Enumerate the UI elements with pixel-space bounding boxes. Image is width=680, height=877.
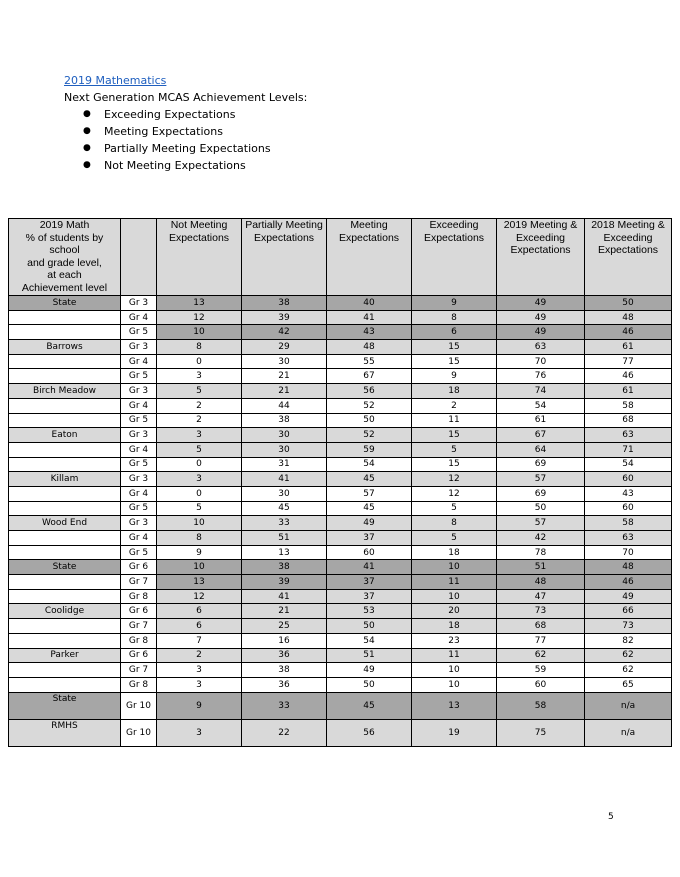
value-cell: 45	[327, 472, 412, 487]
school-cell	[9, 442, 121, 457]
value-cell: 70	[497, 354, 585, 369]
table-row	[9, 719, 672, 746]
value-cell: 54	[585, 457, 672, 472]
value-cell: 10	[412, 663, 497, 678]
value-cell: 70	[585, 545, 672, 560]
value-cell: 16	[242, 633, 327, 648]
value-cell: 47	[497, 589, 585, 604]
grade-cell: Gr 3	[121, 296, 157, 311]
value-cell: 58	[497, 692, 585, 719]
value-cell: 33	[242, 516, 327, 531]
value-cell: 48	[497, 575, 585, 590]
value-cell: 68	[497, 619, 585, 634]
grade-cell: Gr 4	[121, 442, 157, 457]
value-cell: 66	[585, 604, 672, 619]
value-cell: 43	[585, 486, 672, 501]
value-cell: 41	[327, 310, 412, 325]
value-cell: 11	[412, 648, 497, 663]
value-cell: 25	[242, 619, 327, 634]
value-cell: 41	[242, 589, 327, 604]
value-cell: 62	[585, 648, 672, 663]
value-cell: 5	[412, 501, 497, 516]
value-cell: 15	[412, 428, 497, 443]
value-cell: 56	[327, 719, 412, 746]
value-cell: 33	[242, 692, 327, 719]
value-cell: 13	[412, 692, 497, 719]
value-cell: 60	[585, 501, 672, 516]
value-cell: 76	[497, 369, 585, 384]
table-header-row	[9, 219, 672, 296]
value-cell: 57	[327, 486, 412, 501]
value-cell: 20	[412, 604, 497, 619]
school-cell	[9, 398, 121, 413]
grade-cell: Gr 4	[121, 486, 157, 501]
table-row	[9, 486, 672, 501]
school-cell	[9, 677, 121, 692]
table-row	[9, 369, 672, 384]
value-cell: 8	[412, 516, 497, 531]
level-item: ● Meeting Expectations	[104, 123, 307, 140]
value-cell: 10	[157, 516, 242, 531]
value-cell: 45	[242, 501, 327, 516]
value-cell: 37	[327, 531, 412, 546]
value-cell: 38	[242, 296, 327, 311]
value-cell: 51	[327, 648, 412, 663]
value-cell: 58	[585, 398, 672, 413]
value-cell: 30	[242, 486, 327, 501]
value-cell: 2	[412, 398, 497, 413]
page-number: 5	[608, 812, 614, 822]
value-cell: n/a	[585, 719, 672, 746]
value-cell: 46	[585, 575, 672, 590]
level-item: ● Exceeding Expectations	[104, 106, 307, 123]
levels-list	[64, 106, 307, 174]
header-partially-meeting: Partially Meeting Expectations	[242, 219, 327, 296]
school-cell: Barrows	[9, 340, 121, 355]
value-cell: 61	[585, 384, 672, 399]
value-cell: 50	[497, 501, 585, 516]
table-row	[9, 604, 672, 619]
value-cell: 73	[497, 604, 585, 619]
table-row	[9, 545, 672, 560]
value-cell: 64	[497, 442, 585, 457]
grade-cell: Gr 6	[121, 604, 157, 619]
intro-section	[64, 72, 307, 174]
value-cell: 38	[242, 560, 327, 575]
value-cell: 48	[327, 340, 412, 355]
grade-cell: Gr 5	[121, 501, 157, 516]
value-cell: 54	[497, 398, 585, 413]
school-cell: Wood End	[9, 516, 121, 531]
value-cell: 52	[327, 398, 412, 413]
value-cell: 7	[157, 633, 242, 648]
school-cell: Parker	[9, 648, 121, 663]
value-cell: 0	[157, 457, 242, 472]
value-cell: 15	[412, 340, 497, 355]
value-cell: 0	[157, 486, 242, 501]
grade-cell: Gr 5	[121, 545, 157, 560]
value-cell: 46	[585, 325, 672, 340]
grade-cell: Gr 3	[121, 384, 157, 399]
value-cell: 48	[585, 560, 672, 575]
grade-cell: Gr 8	[121, 589, 157, 604]
value-cell: 19	[412, 719, 497, 746]
value-cell: 36	[242, 648, 327, 663]
value-cell: 56	[327, 384, 412, 399]
value-cell: 51	[242, 531, 327, 546]
grade-cell: Gr 10	[121, 719, 157, 746]
value-cell: 41	[242, 472, 327, 487]
table-row	[9, 633, 672, 648]
value-cell: 39	[242, 575, 327, 590]
table-row	[9, 516, 672, 531]
value-cell: 21	[242, 369, 327, 384]
value-cell: 46	[585, 369, 672, 384]
value-cell: 31	[242, 457, 327, 472]
school-cell	[9, 325, 121, 340]
value-cell: 67	[497, 428, 585, 443]
school-cell	[9, 633, 121, 648]
value-cell: 3	[157, 472, 242, 487]
table-row	[9, 560, 672, 575]
value-cell: 8	[157, 340, 242, 355]
grade-cell: Gr 4	[121, 310, 157, 325]
school-cell: Coolidge	[9, 604, 121, 619]
value-cell: 10	[412, 589, 497, 604]
value-cell: 75	[497, 719, 585, 746]
value-cell: 29	[242, 340, 327, 355]
value-cell: 9	[157, 545, 242, 560]
value-cell: 9	[412, 296, 497, 311]
value-cell: 2	[157, 648, 242, 663]
grade-cell: Gr 5	[121, 369, 157, 384]
grade-cell: Gr 7	[121, 619, 157, 634]
table-row	[9, 648, 672, 663]
value-cell: 3	[157, 428, 242, 443]
school-cell: RMHS	[9, 719, 121, 746]
value-cell: 44	[242, 398, 327, 413]
value-cell: 11	[412, 575, 497, 590]
table-row	[9, 501, 672, 516]
table-row	[9, 325, 672, 340]
table-row	[9, 413, 672, 428]
value-cell: 10	[157, 560, 242, 575]
school-cell	[9, 575, 121, 590]
value-cell: 30	[242, 428, 327, 443]
value-cell: 9	[157, 692, 242, 719]
value-cell: 49	[497, 310, 585, 325]
table-row	[9, 457, 672, 472]
school-cell: State	[9, 296, 121, 311]
school-cell	[9, 619, 121, 634]
value-cell: 73	[585, 619, 672, 634]
value-cell: 57	[497, 516, 585, 531]
school-cell: State	[9, 560, 121, 575]
value-cell: 2	[157, 413, 242, 428]
value-cell: 57	[497, 472, 585, 487]
value-cell: 43	[327, 325, 412, 340]
value-cell: 36	[242, 677, 327, 692]
value-cell: 41	[327, 560, 412, 575]
level-item: ● Partially Meeting Expectations	[104, 140, 307, 157]
value-cell: 54	[327, 633, 412, 648]
subtitle: Next Generation MCAS Achievement Levels:	[64, 91, 308, 104]
header-2019-meeting-exceeding: 2019 Meeting & Exceeding Expectations	[497, 219, 585, 296]
grade-cell: Gr 5	[121, 325, 157, 340]
table-row	[9, 589, 672, 604]
table-row	[9, 663, 672, 678]
table-row	[9, 428, 672, 443]
grade-cell: Gr 7	[121, 663, 157, 678]
school-cell: Eaton	[9, 428, 121, 443]
value-cell: 11	[412, 413, 497, 428]
school-cell	[9, 663, 121, 678]
school-cell	[9, 501, 121, 516]
grade-cell: Gr 5	[121, 457, 157, 472]
value-cell: 13	[157, 575, 242, 590]
table-row	[9, 442, 672, 457]
value-cell: 9	[412, 369, 497, 384]
value-cell: 49	[497, 325, 585, 340]
value-cell: 77	[497, 633, 585, 648]
value-cell: 69	[497, 486, 585, 501]
value-cell: 3	[157, 369, 242, 384]
table-row	[9, 531, 672, 546]
value-cell: 63	[585, 428, 672, 443]
value-cell: 58	[585, 516, 672, 531]
value-cell: 13	[242, 545, 327, 560]
table-row	[9, 354, 672, 369]
table-row	[9, 384, 672, 399]
value-cell: 52	[327, 428, 412, 443]
value-cell: 61	[585, 340, 672, 355]
grade-cell: Gr 6	[121, 560, 157, 575]
value-cell: 62	[497, 648, 585, 663]
school-cell: Killam	[9, 472, 121, 487]
value-cell: 53	[327, 604, 412, 619]
value-cell: 5	[157, 442, 242, 457]
value-cell: 59	[497, 663, 585, 678]
school-cell	[9, 369, 121, 384]
value-cell: 2	[157, 398, 242, 413]
grade-cell: Gr 3	[121, 428, 157, 443]
value-cell: 67	[327, 369, 412, 384]
value-cell: n/a	[585, 692, 672, 719]
value-cell: 50	[585, 296, 672, 311]
value-cell: 60	[497, 677, 585, 692]
grade-cell: Gr 8	[121, 633, 157, 648]
table-row	[9, 692, 672, 719]
level-item: ● Not Meeting Expectations	[104, 157, 307, 174]
table-row	[9, 296, 672, 311]
value-cell: 42	[497, 531, 585, 546]
table-row	[9, 340, 672, 355]
value-cell: 0	[157, 354, 242, 369]
value-cell: 18	[412, 545, 497, 560]
value-cell: 3	[157, 719, 242, 746]
value-cell: 60	[327, 545, 412, 560]
value-cell: 8	[157, 531, 242, 546]
school-cell	[9, 413, 121, 428]
value-cell: 39	[242, 310, 327, 325]
grade-cell: Gr 3	[121, 472, 157, 487]
value-cell: 78	[497, 545, 585, 560]
value-cell: 12	[157, 589, 242, 604]
value-cell: 5	[157, 501, 242, 516]
grade-cell: Gr 8	[121, 677, 157, 692]
school-cell	[9, 545, 121, 560]
value-cell: 74	[497, 384, 585, 399]
header-2018-meeting-exceeding: 2018 Meeting & Exceeding Expectations	[585, 219, 672, 296]
value-cell: 82	[585, 633, 672, 648]
school-cell	[9, 354, 121, 369]
value-cell: 71	[585, 442, 672, 457]
school-cell	[9, 531, 121, 546]
grade-cell: Gr 6	[121, 648, 157, 663]
school-cell: State	[9, 692, 121, 719]
value-cell: 10	[157, 325, 242, 340]
grade-cell: Gr 10	[121, 692, 157, 719]
value-cell: 61	[497, 413, 585, 428]
value-cell: 18	[412, 619, 497, 634]
value-cell: 50	[327, 677, 412, 692]
value-cell: 13	[157, 296, 242, 311]
school-cell	[9, 486, 121, 501]
grade-cell: Gr 4	[121, 398, 157, 413]
header-school: 2019 Math % of students by school and grade level, at each Achievement level	[9, 219, 121, 296]
value-cell: 49	[497, 296, 585, 311]
header-grade	[121, 219, 157, 296]
value-cell: 49	[327, 663, 412, 678]
value-cell: 37	[327, 575, 412, 590]
table-row	[9, 310, 672, 325]
value-cell: 10	[412, 677, 497, 692]
value-cell: 3	[157, 663, 242, 678]
value-cell: 21	[242, 384, 327, 399]
table-row	[9, 472, 672, 487]
value-cell: 65	[585, 677, 672, 692]
header-meeting: Meeting Expectations	[327, 219, 412, 296]
value-cell: 12	[412, 486, 497, 501]
grade-cell: Gr 5	[121, 413, 157, 428]
grade-cell: Gr 7	[121, 575, 157, 590]
value-cell: 48	[585, 310, 672, 325]
value-cell: 18	[412, 384, 497, 399]
value-cell: 49	[327, 516, 412, 531]
value-cell: 6	[157, 619, 242, 634]
value-cell: 5	[157, 384, 242, 399]
grade-cell: Gr 4	[121, 354, 157, 369]
math-results-table	[8, 218, 672, 747]
value-cell: 60	[585, 472, 672, 487]
value-cell: 10	[412, 560, 497, 575]
value-cell: 22	[242, 719, 327, 746]
value-cell: 50	[327, 413, 412, 428]
value-cell: 15	[412, 457, 497, 472]
school-cell	[9, 310, 121, 325]
value-cell: 51	[497, 560, 585, 575]
value-cell: 30	[242, 354, 327, 369]
value-cell: 45	[327, 692, 412, 719]
value-cell: 6	[412, 325, 497, 340]
value-cell: 23	[412, 633, 497, 648]
value-cell: 15	[412, 354, 497, 369]
value-cell: 5	[412, 442, 497, 457]
value-cell: 38	[242, 413, 327, 428]
value-cell: 49	[585, 589, 672, 604]
value-cell: 12	[412, 472, 497, 487]
grade-cell: Gr 3	[121, 340, 157, 355]
section-title-link[interactable]: 2019 Mathematics	[64, 74, 167, 87]
value-cell: 55	[327, 354, 412, 369]
grade-cell: Gr 4	[121, 531, 157, 546]
value-cell: 37	[327, 589, 412, 604]
value-cell: 63	[497, 340, 585, 355]
value-cell: 8	[412, 310, 497, 325]
value-cell: 42	[242, 325, 327, 340]
value-cell: 68	[585, 413, 672, 428]
value-cell: 54	[327, 457, 412, 472]
table-row	[9, 575, 672, 590]
value-cell: 63	[585, 531, 672, 546]
value-cell: 12	[157, 310, 242, 325]
value-cell: 5	[412, 531, 497, 546]
header-exceeding: Exceeding Expectations	[412, 219, 497, 296]
value-cell: 40	[327, 296, 412, 311]
value-cell: 38	[242, 663, 327, 678]
value-cell: 50	[327, 619, 412, 634]
value-cell: 45	[327, 501, 412, 516]
header-not-meeting: Not Meeting Expectations	[157, 219, 242, 296]
value-cell: 21	[242, 604, 327, 619]
value-cell: 69	[497, 457, 585, 472]
value-cell: 30	[242, 442, 327, 457]
value-cell: 59	[327, 442, 412, 457]
school-cell	[9, 457, 121, 472]
school-cell: Birch Meadow	[9, 384, 121, 399]
table-row	[9, 677, 672, 692]
grade-cell: Gr 3	[121, 516, 157, 531]
table-row	[9, 619, 672, 634]
value-cell: 6	[157, 604, 242, 619]
school-cell	[9, 589, 121, 604]
value-cell: 3	[157, 677, 242, 692]
value-cell: 77	[585, 354, 672, 369]
value-cell: 62	[585, 663, 672, 678]
table-row	[9, 398, 672, 413]
